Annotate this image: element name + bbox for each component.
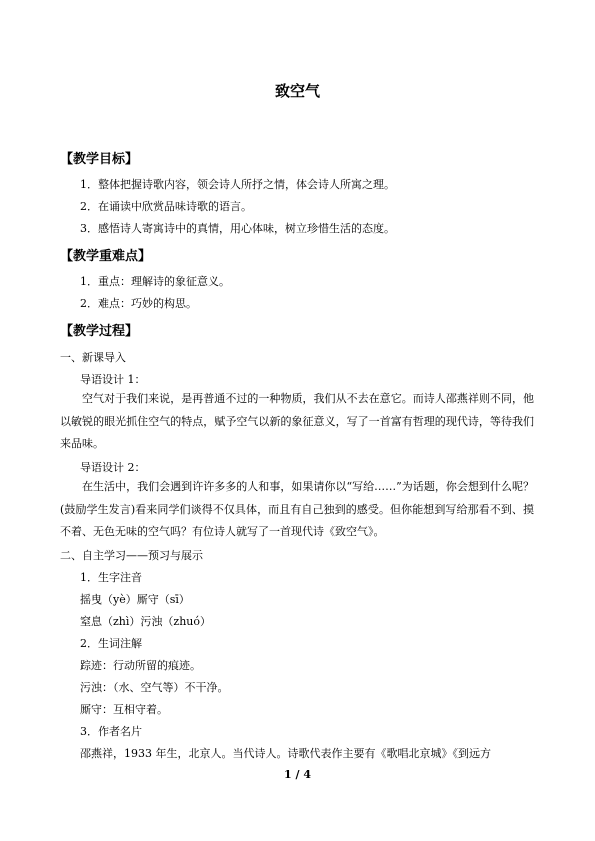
subsection-vocabulary: 2．生词注解 <box>80 637 142 650</box>
author-paragraph: 邵燕祥，1933 年生，北京人。当代诗人。诗歌代表作主要有《歌唱北京城》《到远方 <box>80 747 491 760</box>
subsection-pronunciation: 1．生字注音 <box>80 571 142 584</box>
design1-paragraph: 空气对于我们来说，是再普通不过的一种物质，我们从不去在意它。而诗人邵燕祥则不同，他以敏锐的眼光抓住空气的特点，赋予空气以新的象征意义，写了一首富有哲理的现代诗，等待我们来品味。 <box>60 392 534 450</box>
section-heading-keypoints: 【教学重难点】 <box>60 249 152 264</box>
keypoint-item-2: 2．难点：巧妙的构思。 <box>80 297 197 310</box>
pinyin-line-1: 摇曳（yè）厮守（sī） <box>80 593 190 606</box>
section-heading-goals: 【教学目标】 <box>60 152 139 167</box>
part1-title: 一、新课导入 <box>60 351 126 364</box>
section-heading-process: 【教学过程】 <box>60 324 139 339</box>
part2-title: 二、自主学习——预习与展示 <box>60 549 203 562</box>
design2-paragraph: 在生活中，我们会遇到许许多多的人和事，如果请你以“写给……”为话题，你会想到什么呢？(鼓励学生发言)看来同学们谈得不仅具体，而且有自己独到的感受。但你能想到写给那看不到、摸不着、无色无味的空气吗？有位诗人就写了一首现代诗《致空气》。 <box>60 480 534 538</box>
vocab-item-3: 厮守：互相守着。 <box>80 703 168 716</box>
goal-item-3: 3．感悟诗人寄寓诗中的真情，用心体味，树立珍惜生活的态度。 <box>80 222 395 235</box>
vocab-item-2: 污浊：（水、空气等）不干净。 <box>80 681 229 694</box>
page-title: 致空气 <box>274 82 320 100</box>
vocab-item-1: 踪迹：行动所留的痕迹。 <box>80 659 201 672</box>
keypoint-item-1: 1．重点：理解诗的象征意义。 <box>80 275 230 288</box>
subsection-author: 3．作者名片 <box>80 725 142 738</box>
goal-item-2: 2．在诵读中欣赏品味诗歌的语言。 <box>80 200 252 213</box>
design1-label: 导语设计 1： <box>80 373 146 386</box>
goal-item-1: 1．整体把握诗歌内容，领会诗人所抒之情，体会诗人所寓之理。 <box>80 178 395 191</box>
page-number: 1 / 4 <box>284 768 311 781</box>
design2-label: 导语设计 2： <box>80 461 146 474</box>
pinyin-line-2: 窒息（zhì）污浊（zhuó） <box>80 615 211 628</box>
